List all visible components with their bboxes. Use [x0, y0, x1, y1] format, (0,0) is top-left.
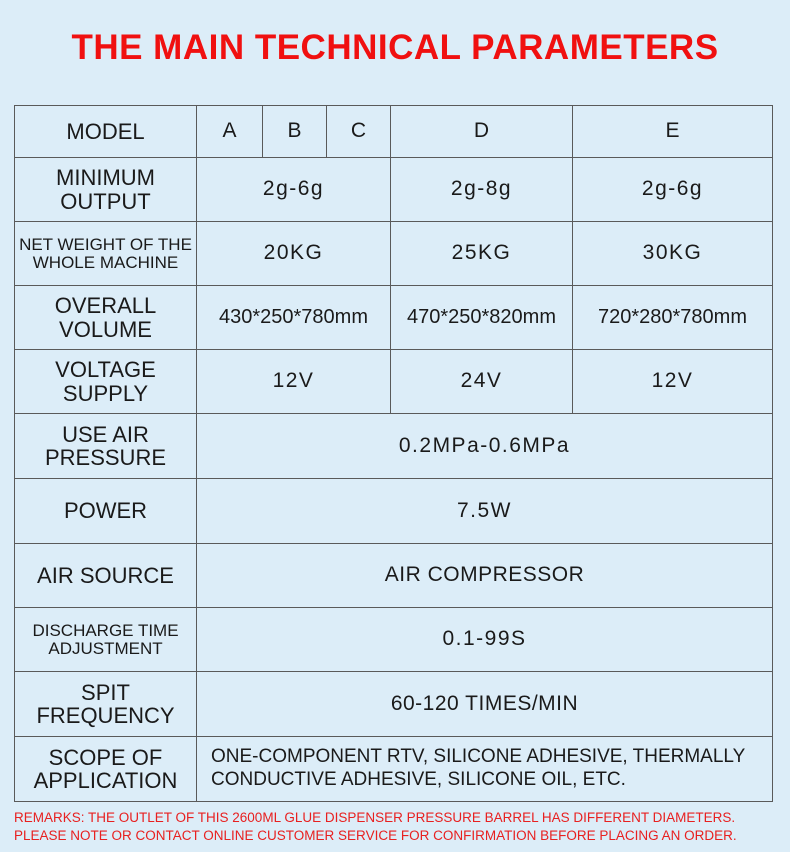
- remarks: [14, 809, 784, 845]
- spit-frequency-label: SPIT FREQUENCY: [15, 672, 197, 737]
- overall-volume-abc: 430*250*780mm: [197, 286, 391, 350]
- discharge-time-value: 0.1-99S: [197, 608, 773, 672]
- table-row-model: [15, 106, 773, 158]
- overall-volume-e: 720*280*780mm: [573, 286, 773, 350]
- table-row-power: [15, 479, 773, 544]
- net-weight-label: NET WEIGHT OF THE WHOLE MACHINE: [15, 222, 197, 286]
- scope-label: SCOPE OF APPLICATION: [15, 737, 197, 802]
- table-row-net-weight: [15, 222, 773, 286]
- model-d-header: D: [391, 106, 573, 158]
- voltage-supply-abc: 12V: [197, 350, 391, 414]
- model-a-header: A: [197, 106, 263, 158]
- overall-volume-label: OVERALL VOLUME: [15, 286, 197, 350]
- model-label: MODEL: [15, 106, 197, 158]
- remarks-line-1: REMARKS: THE OUTLET OF THIS 2600ML GLUE DISPENSER PRESSURE BARREL HAS DIFFERENT DIAMETERS.: [14, 810, 736, 825]
- table-row-voltage-supply: [15, 350, 773, 414]
- use-air-pressure-value: 0.2MPa-0.6MPa: [197, 414, 773, 479]
- net-weight-d: 25KG: [391, 222, 573, 286]
- table-row-minimum-output: [15, 158, 773, 222]
- minimum-output-e: 2g-6g: [573, 158, 773, 222]
- minimum-output-abc: 2g-6g: [197, 158, 391, 222]
- model-b-header: B: [263, 106, 327, 158]
- table-row-use-air-pressure: [15, 414, 773, 479]
- table-row-air-source: [15, 544, 773, 608]
- spit-frequency-value: 60-120 TIMES/MIN: [197, 672, 773, 737]
- air-source-value: AIR COMPRESSOR: [197, 544, 773, 608]
- minimum-output-d: 2g-8g: [391, 158, 573, 222]
- air-source-label: AIR SOURCE: [15, 544, 197, 608]
- net-weight-e: 30KG: [573, 222, 773, 286]
- voltage-supply-label: VOLTAGE SUPPLY: [15, 350, 197, 414]
- model-e-header: E: [573, 106, 773, 158]
- table-row-discharge-time: [15, 608, 773, 672]
- scope-value: ONE-COMPONENT RTV, SILICONE ADHESIVE, THERMALLY CONDUCTIVE ADHESIVE, SILICONE OIL, ETC.: [197, 737, 773, 802]
- parameters-table: [14, 105, 773, 802]
- power-value: 7.5W: [197, 479, 773, 544]
- discharge-time-label: DISCHARGE TIME ADJUSTMENT: [15, 608, 197, 672]
- table-row-overall-volume: [15, 286, 773, 350]
- net-weight-abc: 20KG: [197, 222, 391, 286]
- table-row-spit-frequency: [15, 672, 773, 737]
- power-label: POWER: [15, 479, 197, 544]
- voltage-supply-d: 24V: [391, 350, 573, 414]
- minimum-output-label: MINIMUM OUTPUT: [15, 158, 197, 222]
- voltage-supply-e: 12V: [573, 350, 773, 414]
- remarks-line-2: PLEASE NOTE OR CONTACT ONLINE CUSTOMER SERVICE FOR CONFIRMATION BEFORE PLACING AN ORDER.: [14, 828, 737, 843]
- page-title: THE MAIN TECHNICAL PARAMETERS: [71, 28, 719, 67]
- table-row-scope: [15, 737, 773, 802]
- model-c-header: C: [327, 106, 391, 158]
- overall-volume-d: 470*250*820mm: [391, 286, 573, 350]
- use-air-pressure-label: USE AIR PRESSURE: [15, 414, 197, 479]
